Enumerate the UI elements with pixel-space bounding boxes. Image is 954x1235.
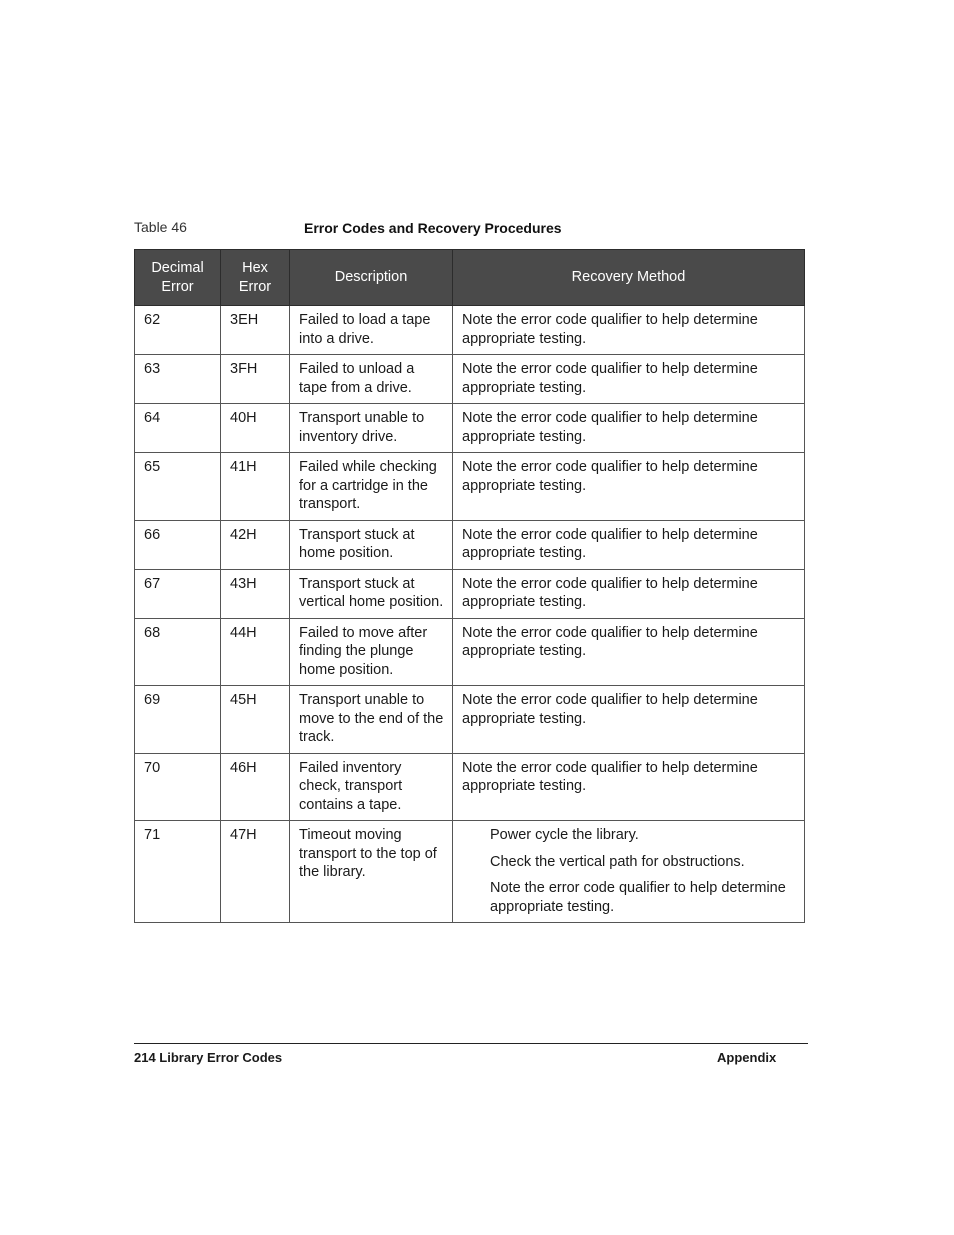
cell-recovery-method: Note the error code qualifier to help determine appropriate testing. bbox=[453, 753, 805, 821]
cell-recovery-method bbox=[453, 821, 805, 923]
cell-description: Transport unable to move to the end of the track. bbox=[290, 686, 453, 754]
cell-hex-error: 45H bbox=[221, 686, 290, 754]
header-recovery-method: Recovery Method bbox=[453, 250, 805, 306]
cell-decimal-error: 64 bbox=[135, 404, 221, 453]
recovery-step: Note the error code qualifier to help determine appropriate testing. bbox=[490, 880, 786, 915]
cell-description: Transport stuck at home position. bbox=[290, 520, 453, 569]
cell-recovery-method: Note the error code qualifier to help determine appropriate testing. bbox=[453, 355, 805, 404]
cell-recovery-method: Note the error code qualifier to help determine appropriate testing. bbox=[453, 404, 805, 453]
cell-hex-error: 44H bbox=[221, 618, 290, 686]
table-row bbox=[135, 355, 805, 404]
cell-hex-error: 3FH bbox=[221, 355, 290, 404]
cell-description: Transport stuck at vertical home position. bbox=[290, 569, 453, 618]
cell-hex-error: 43H bbox=[221, 569, 290, 618]
table-row bbox=[135, 404, 805, 453]
cell-description: Failed to load a tape into a drive. bbox=[290, 306, 453, 355]
cell-description: Failed while checking for a cartridge in the transport. bbox=[290, 453, 453, 521]
table-row bbox=[135, 618, 805, 686]
footer-page-section: 214 Library Error Codes bbox=[134, 1050, 283, 1065]
cell-description: Transport unable to inventory drive. bbox=[290, 404, 453, 453]
table-number: Table 46 bbox=[134, 219, 187, 235]
table-row bbox=[135, 569, 805, 618]
cell-decimal-error: 68 bbox=[135, 618, 221, 686]
cell-recovery-method: Note the error code qualifier to help determine appropriate testing. bbox=[453, 306, 805, 355]
cell-decimal-error: 71 bbox=[135, 821, 221, 923]
cell-decimal-error: 62 bbox=[135, 306, 221, 355]
cell-decimal-error: 66 bbox=[135, 520, 221, 569]
error-codes-table bbox=[134, 249, 805, 923]
table-row bbox=[135, 306, 805, 355]
table-body bbox=[135, 306, 805, 923]
cell-recovery-method: Note the error code qualifier to help determine appropriate testing. bbox=[453, 569, 805, 618]
cell-decimal-error: 70 bbox=[135, 753, 221, 821]
cell-recovery-method: Note the error code qualifier to help determine appropriate testing. bbox=[453, 686, 805, 754]
footer-divider bbox=[134, 1043, 808, 1044]
cell-hex-error: 46H bbox=[221, 753, 290, 821]
recovery-step: Power cycle the library. bbox=[490, 827, 639, 843]
cell-recovery-method: Note the error code qualifier to help determine appropriate testing. bbox=[453, 520, 805, 569]
table-row bbox=[135, 753, 805, 821]
cell-description: Timeout moving transport to the top of the library. bbox=[290, 821, 453, 923]
cell-hex-error: 3EH bbox=[221, 306, 290, 355]
table-row bbox=[135, 686, 805, 754]
cell-decimal-error: 63 bbox=[135, 355, 221, 404]
table-title: Error Codes and Recovery Procedures bbox=[304, 220, 562, 236]
table-row bbox=[135, 520, 805, 569]
header-decimal-error: Decimal Error bbox=[135, 250, 221, 306]
cell-recovery-method: Note the error code qualifier to help determine appropriate testing. bbox=[453, 618, 805, 686]
cell-description: Failed to move after finding the plunge home position. bbox=[290, 618, 453, 686]
cell-hex-error: 42H bbox=[221, 520, 290, 569]
cell-hex-error: 40H bbox=[221, 404, 290, 453]
cell-hex-error: 47H bbox=[221, 821, 290, 923]
recovery-steps-list bbox=[462, 826, 796, 916]
table-header-row bbox=[135, 250, 805, 306]
table-row bbox=[135, 453, 805, 521]
cell-decimal-error: 65 bbox=[135, 453, 221, 521]
cell-description: Failed inventory check, transport contains a tape. bbox=[290, 753, 453, 821]
footer-chapter: Appendix bbox=[717, 1050, 777, 1065]
cell-hex-error: 41H bbox=[221, 453, 290, 521]
header-description: Description bbox=[290, 250, 453, 306]
cell-description: Failed to unload a tape from a drive. bbox=[290, 355, 453, 404]
cell-decimal-error: 69 bbox=[135, 686, 221, 754]
table-row bbox=[135, 821, 805, 923]
cell-recovery-method: Note the error code qualifier to help determine appropriate testing. bbox=[453, 453, 805, 521]
recovery-step: Check the vertical path for obstructions. bbox=[490, 853, 745, 870]
cell-decimal-error: 67 bbox=[135, 569, 221, 618]
header-hex-error: Hex Error bbox=[221, 250, 290, 306]
